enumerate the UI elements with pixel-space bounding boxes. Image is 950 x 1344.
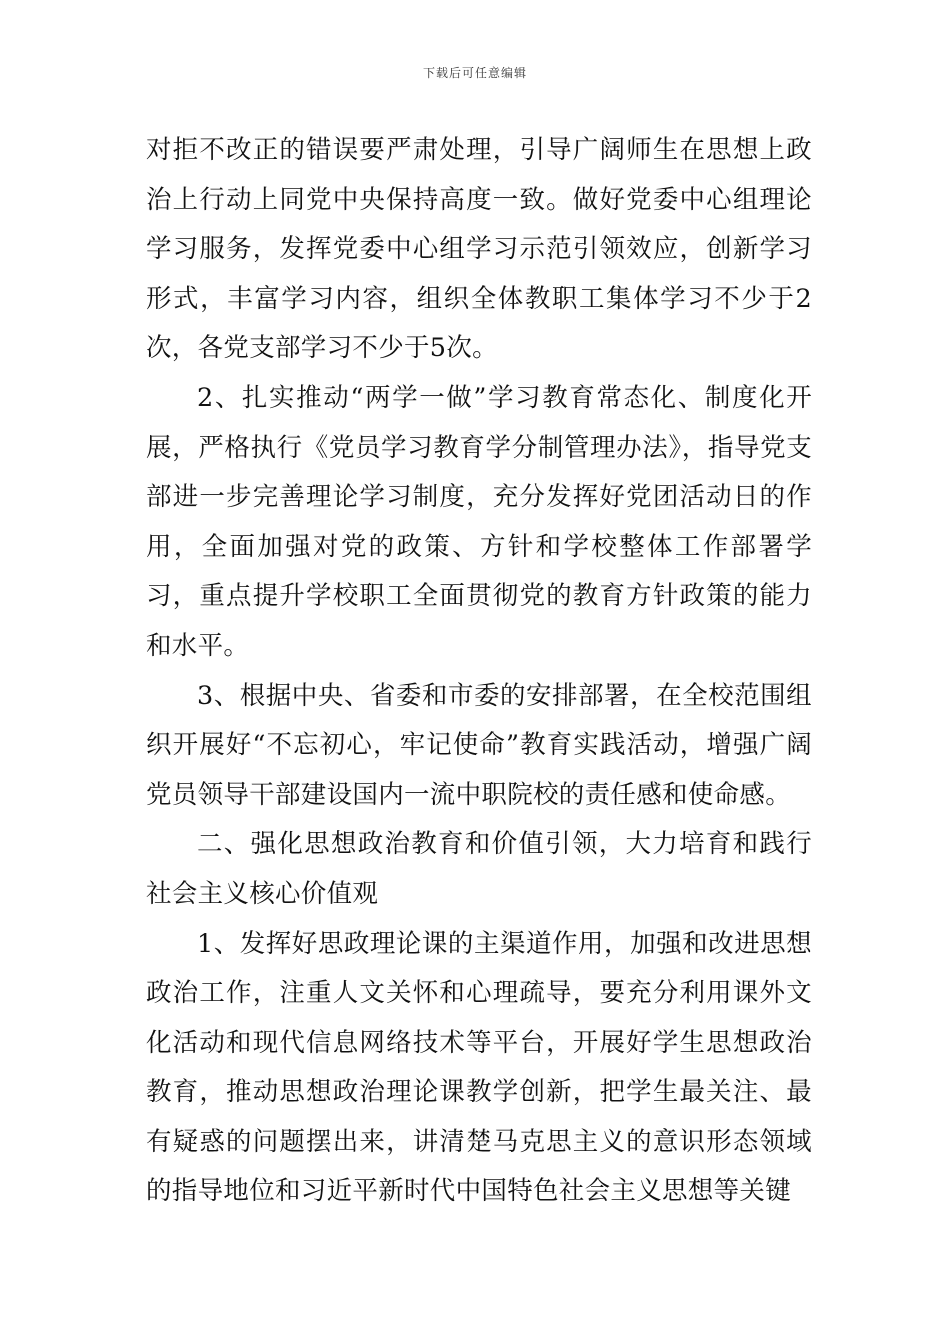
paragraph-2: 2、扎实推动“两学一做”学习教育常态化、制度化开展，严格执行《党员学习教育学分制管理办法》，指导党支部进一步完善理论学习制度，充分发挥好党团活动日的作用，全面加强对党的政策、方针和学校整体工作部署学习，重点提升学校职工全面贯彻党的教育方针政策的能力和水平。 — [146, 382, 812, 661]
document-body — [146, 126, 812, 1217]
paragraph-1: 对拒不改正的错误要严肃处理，引导广阔师生在思想上政治上行动上同党中央保持高度一致。做好党委中心组理论学习服务，发挥党委中心组学习示范引领效应，创新学习形式，丰富学习内容，组织全体教职工集体学习不少于2次，各党支部学习不少于5次。 — [146, 135, 812, 364]
paragraph-4: 1、发挥好思政理论课的主渠道作用，加强和改进思想政治工作，注重人文关怀和心理疏导，要充分利用课外文化活动和现代信息网络技术等平台，开展好学生思想政治教育，推动思想政治理论课教学创新，把学生最关注、最有疑惑的问题摆出来，讲清楚马克思主义的意识形态领域的指导地位和习近平新时代中国特色社会主义思想等关键 — [146, 928, 812, 1207]
page-header-note: 下载后可任意编辑 — [422, 66, 527, 80]
section-heading-2: 二、强化思想政治教育和价值引领，大力培育和践行社会主义核心价值观 — [146, 829, 812, 909]
paragraph-3: 3、根据中央、省委和市委的安排部署，在全校范围组织开展好“不忘初心，牢记使命”教育实践活动，增强广阔党员领导干部建设国内一流中职院校的责任感和使命感。 — [146, 680, 812, 810]
